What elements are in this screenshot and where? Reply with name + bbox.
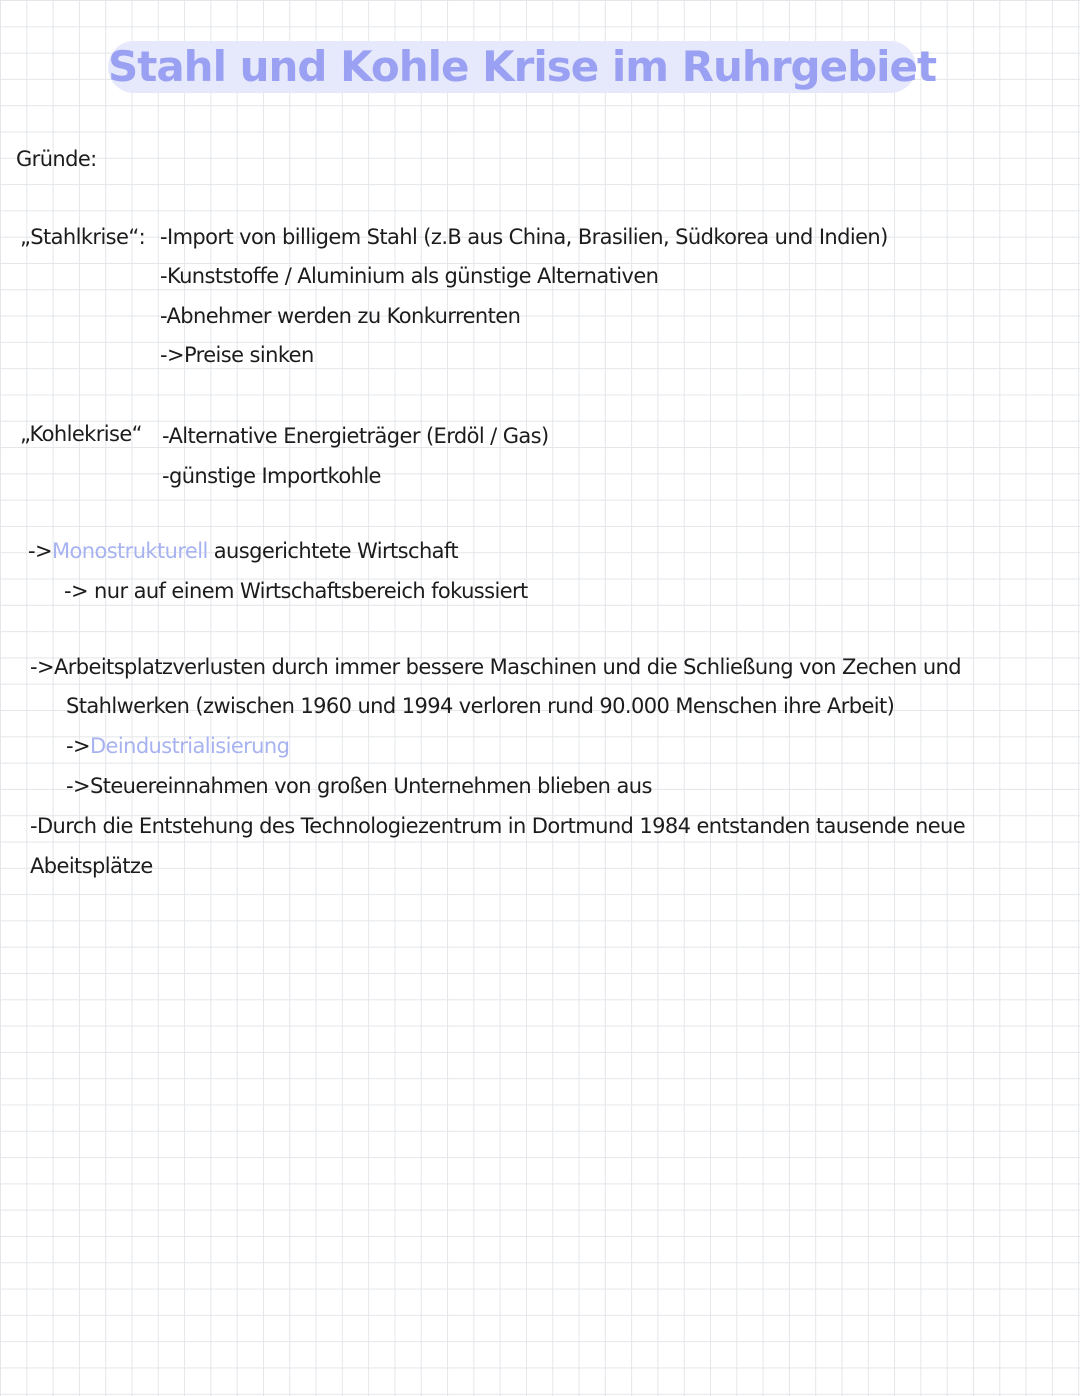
- gruende-heading: Gründe:: [16, 147, 97, 171]
- title-highlight: [108, 41, 937, 93]
- kohlekrise-label: „Kohlekrise“: [20, 422, 142, 446]
- stahlkrise-item: -Import von billigem Stahl (z.B aus China, Brasilien, Südkorea und Indien): [160, 225, 888, 249]
- stahlkrise-item: -Abnehmer werden zu Konkurrenten: [160, 304, 521, 328]
- stahlkrise-item: ->Preise sinken: [160, 343, 314, 367]
- arrow-prefix: ->: [66, 734, 90, 758]
- stahlkrise-item: -Kunststoffe / Aluminium als günstige Alternativen: [160, 264, 659, 288]
- arbeitsplatz-line-1: ->Arbeitsplatzverlusten durch immer bessere Maschinen und die Schließung von Zechen und: [30, 655, 961, 679]
- deindustrialisierung-line: [66, 732, 289, 760]
- steuereinnahmen-line: ->Steuereinnahmen von großen Unternehmen blieben aus: [66, 774, 652, 798]
- arrow-prefix: ->: [28, 539, 52, 563]
- stahlkrise-label: „Stahlkrise“:: [20, 225, 146, 249]
- page-title: Stahl und Kohle Krise im Ruhrgebiet: [108, 42, 937, 91]
- monostruktur-line: [28, 537, 458, 565]
- kohlekrise-item: -Alternative Energieträger (Erdöl / Gas): [162, 424, 549, 448]
- monostruktur-rest: ausgerichtete Wirtschaft: [207, 539, 458, 563]
- highlight-term-deindustrialisierung: Deindustrialisierung: [89, 734, 290, 758]
- monostruktur-sub: -> nur auf einem Wirtschaftsbereich fokussiert: [64, 579, 528, 603]
- arbeitsplatz-line-2: Stahlwerken (zwischen 1960 und 1994 verloren rund 90.000 Menschen ihre Arbeit): [66, 694, 895, 718]
- technologie-line-1: -Durch die Entstehung des Technologiezentrum in Dortmund 1984 entstanden tausende neue: [30, 814, 966, 838]
- kohlekrise-item: -günstige Importkohle: [162, 464, 381, 488]
- technologie-line-2: Abeitsplätze: [30, 854, 153, 878]
- highlight-term-monostrukturell: Monostrukturell: [51, 539, 208, 563]
